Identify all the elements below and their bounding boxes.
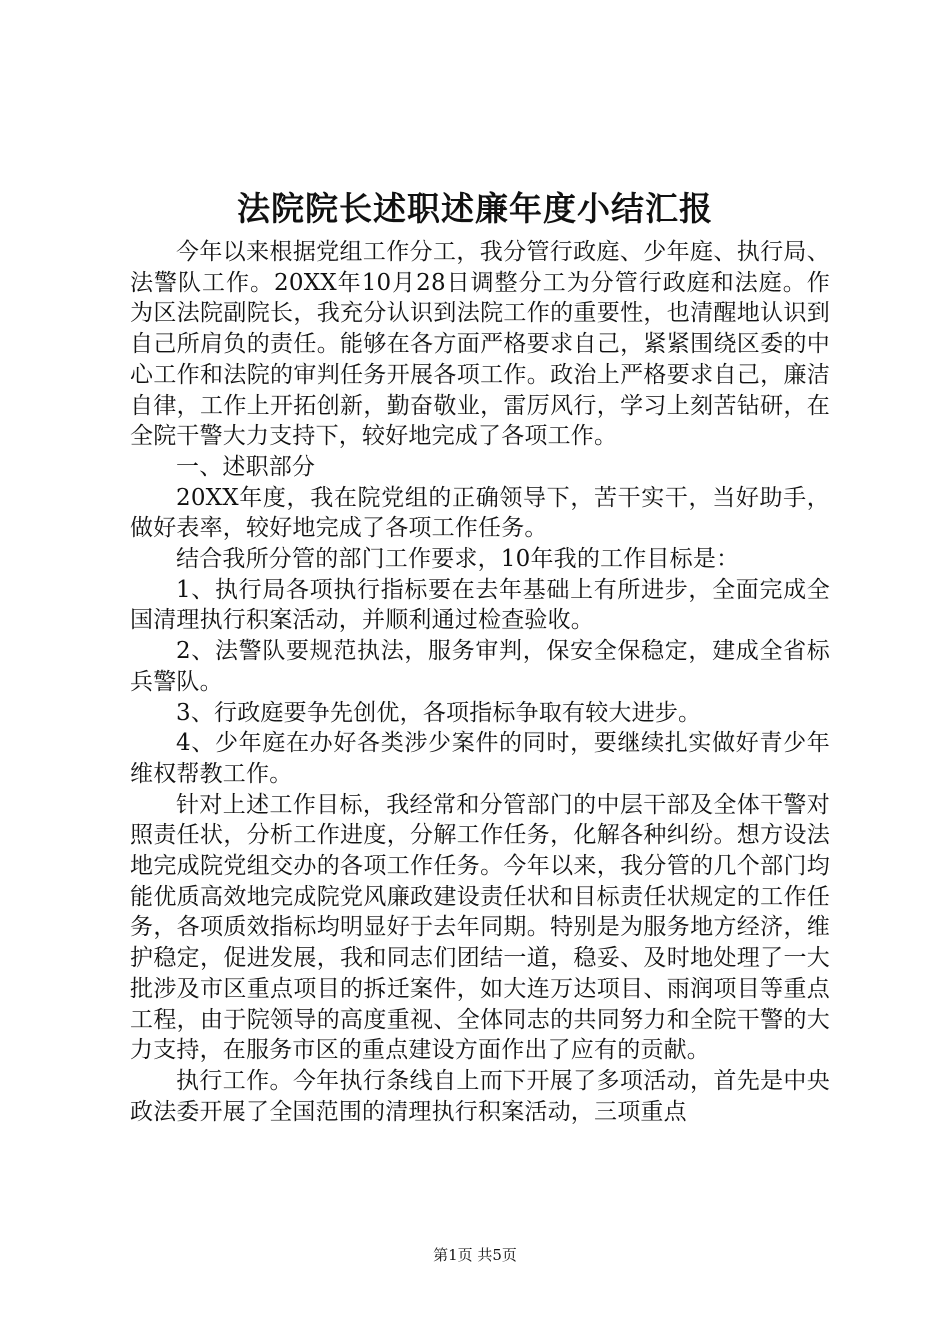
paragraph-work-progress: 针对上述工作目标，我经常和分管部门的中层干部及全体干警对照责任状，分析工作进度，分解工作任务，化解各种纠纷。想方设法地完成院党组交办的各项工作任务。今年以来，我分管的几个部门均能优质高效地完成院党风廉政建设责任状和目标责任状规定的工作任务，各项质效指标均明显好于去年同期。特别是为服务地方经济，维护稳定，促进发展，我和同志们团结一道，稳妥、及时地处理了一大批涉及市区重点项目的拆迁案件，如大连万达项目、雨润项目等重点工程，由于院领导的高度重视、全体同志的共同努力和全院干警的大力支持，在服务市区的重点建设方面作出了应有的贡献。: [130, 791, 830, 1064]
paragraph-annual-summary: 20XX年度，我在院党组的正确领导下，苦干实干，当好助手，做好表率，较好地完成了各项工作任务。: [130, 484, 830, 542]
paragraph-enforcement-work: 执行工作。今年执行条线自上而下开展了多项活动，首先是中央政法委开展了全国范围的清理执行积案活动，三项重点: [130, 1067, 830, 1125]
page-footer: 第1页 共5页: [433, 1246, 517, 1264]
paragraph-intro: 今年以来根据党组工作分工，我分管行政庭、少年庭、执行局、法警队工作。20XX年10月28日调整分工为分管行政庭和法庭。作为区法院副院长，我充分认识到法院工作的重要性，也清醒地认识到自己所肩负的责任。能够在各方面严格要求自己，紧紧围绕区委的中心工作和法院的审判任务开展各项工作。政治上严格要求自己，廉洁自律，工作上开拓创新，勤奋敬业，雷厉风行，学习上刻苦钻研，在全院干警大力支持下，较好地完成了各项工作。: [130, 239, 830, 450]
document-title: 法院院长述职述廉年度小结汇报: [237, 189, 713, 228]
section-heading-report: 一、述职部分: [176, 453, 316, 480]
document-body: [130, 237, 830, 1127]
goal-item-2: 2、法警队要规范执法，服务审判，保安全保稳定，建成全省标兵警队。: [130, 638, 830, 695]
goal-item-4: 4、少年庭在办好各类涉少案件的同时，要继续扎实做好青少年维权帮教工作。: [130, 730, 830, 787]
paragraph-goals-intro: 结合我所分管的部门工作要求，10年我的工作目标是：: [176, 546, 740, 573]
goal-item-3: 3、行政庭要争先创优，各项指标争取有较大进步。: [176, 699, 702, 726]
goal-item-1: 1、执行局各项执行指标要在去年基础上有所进步，全面完成全国清理执行积案活动，并顺利通过检查验收。: [130, 576, 830, 634]
